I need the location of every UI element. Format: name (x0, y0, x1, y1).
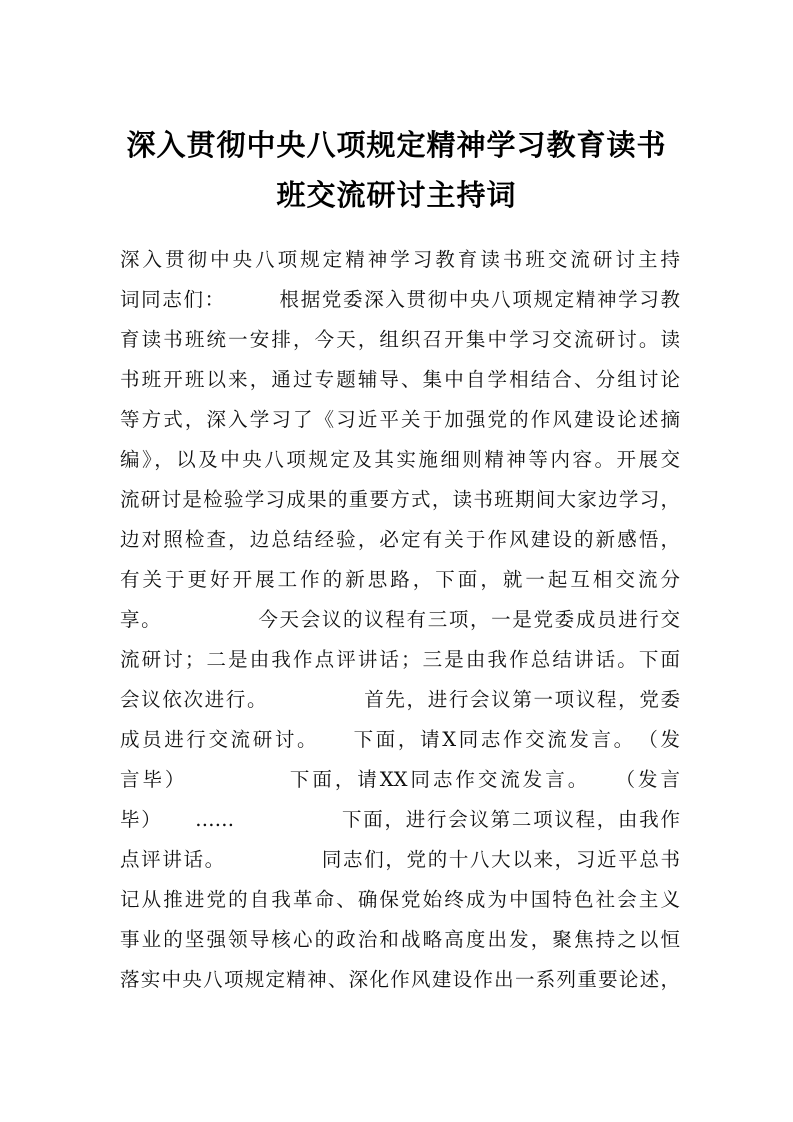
body-line-18: 事业的坚强领导核心的政治和战略高度出发，聚焦持之以恒 (120, 928, 680, 951)
document-title-line-2: 班交流研讨主持词 (276, 178, 517, 212)
body-line-2: 词同志们： 根据党委深入贯彻中央八项规定精神学习教 (120, 288, 680, 311)
body-line-4: 书班开班以来，通过专题辅导、集中自学相结合、分组讨论 (120, 368, 680, 391)
body-line-11: 流研讨；二是由我作点评讲话；三是由我作总结讲话。下面 (120, 648, 680, 671)
body-line-9: 有关于更好开展工作的新思路，下面，就一起互相交流分 (120, 568, 680, 591)
body-line-7: 流研讨是检验学习成果的重要方式，读书班期间大家边学习， (120, 488, 680, 511)
body-line-5: 等方式，深入学习了《习近平关于加强党的作风建设论述摘 (120, 408, 680, 431)
body-line-13: 成员进行交流研讨。 下面，请X同志作交流发言。 （发 (120, 728, 680, 751)
body-line-1: 深入贯彻中央八项规定精神学习教育读书班交流研讨主持 (120, 248, 680, 271)
body-line-14: 言毕） 下面，请XX同志作交流发言。 （发言 (120, 768, 680, 791)
body-line-16: 点评讲话。 同志们，党的十八大以来，习近平总书 (120, 848, 680, 871)
body-line-12: 会议依次进行。 首先，进行会议第一项议程，党委 (120, 688, 680, 711)
body-line-10: 享。 今天会议的议程有三项，一是党委成员进行交 (120, 608, 680, 631)
body-line-17: 记从推进党的自我革命、确保党始终成为中国特色社会主义 (120, 888, 680, 911)
body-line-3: 育读书班统一安排，今天，组织召开集中学习交流研讨。读 (120, 328, 680, 351)
body-line-19: 落实中央八项规定精神、深化作风建设作出一系列重要论述， (120, 968, 680, 991)
body-line-8: 边对照检查，边总结经验，必定有关于作风建设的新感悟， (120, 528, 680, 551)
document-title-line-1: 深入贯彻中央八项规定精神学习教育读书 (126, 128, 667, 162)
body-line-6: 编》，以及中央八项规定及其实施细则精神等内容。开展交 (120, 448, 680, 471)
body-line-15: 毕） …… 下面，进行会议第二项议程，由我作 (120, 808, 680, 831)
